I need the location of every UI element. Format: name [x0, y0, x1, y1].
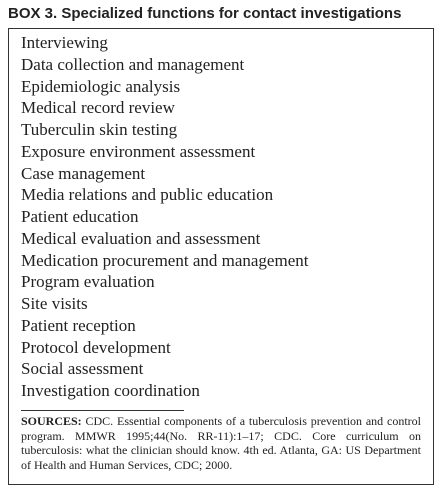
function-item: Medication procurement and management: [21, 250, 309, 270]
sources-text: CDC. Essential components of a tuberculosis prevention and control program. MMWR 1995;44(No. RR-11):1–17; CDC. Core curriculum on tuberculosis: what the clinician should know. 4th ed. Atlanta, GA: US Department of Health and Human Services, CDC; 2000.: [21, 414, 421, 472]
function-item: Medical record review: [21, 98, 175, 118]
function-item: Patient education: [21, 207, 139, 226]
function-item: Data collection and management: [21, 54, 245, 74]
function-item: Epidemiologic analysis: [21, 76, 181, 96]
function-item: Tuberculin skin testing: [21, 120, 178, 139]
sources-label: SOURCES:: [21, 414, 82, 428]
function-list: [21, 32, 308, 402]
function-item: Site visits: [21, 294, 88, 313]
sources-note: [21, 414, 421, 472]
function-item: Protocol development: [21, 337, 171, 357]
function-item: Medical evaluation and assessment: [21, 228, 261, 248]
function-item: Patient reception: [21, 315, 136, 335]
sources-divider: [21, 410, 184, 411]
function-item: Media relations and public education: [21, 185, 274, 205]
function-item: Case management: [21, 163, 146, 183]
box-title: BOX 3. Specialized functions for contact investigations: [8, 5, 402, 22]
function-item: Investigation coordination: [21, 381, 200, 400]
function-item: Program evaluation: [21, 272, 155, 292]
function-item: Exposure environment assessment: [21, 141, 256, 161]
function-item: Social assessment: [21, 359, 144, 379]
function-item: Interviewing: [21, 33, 108, 52]
